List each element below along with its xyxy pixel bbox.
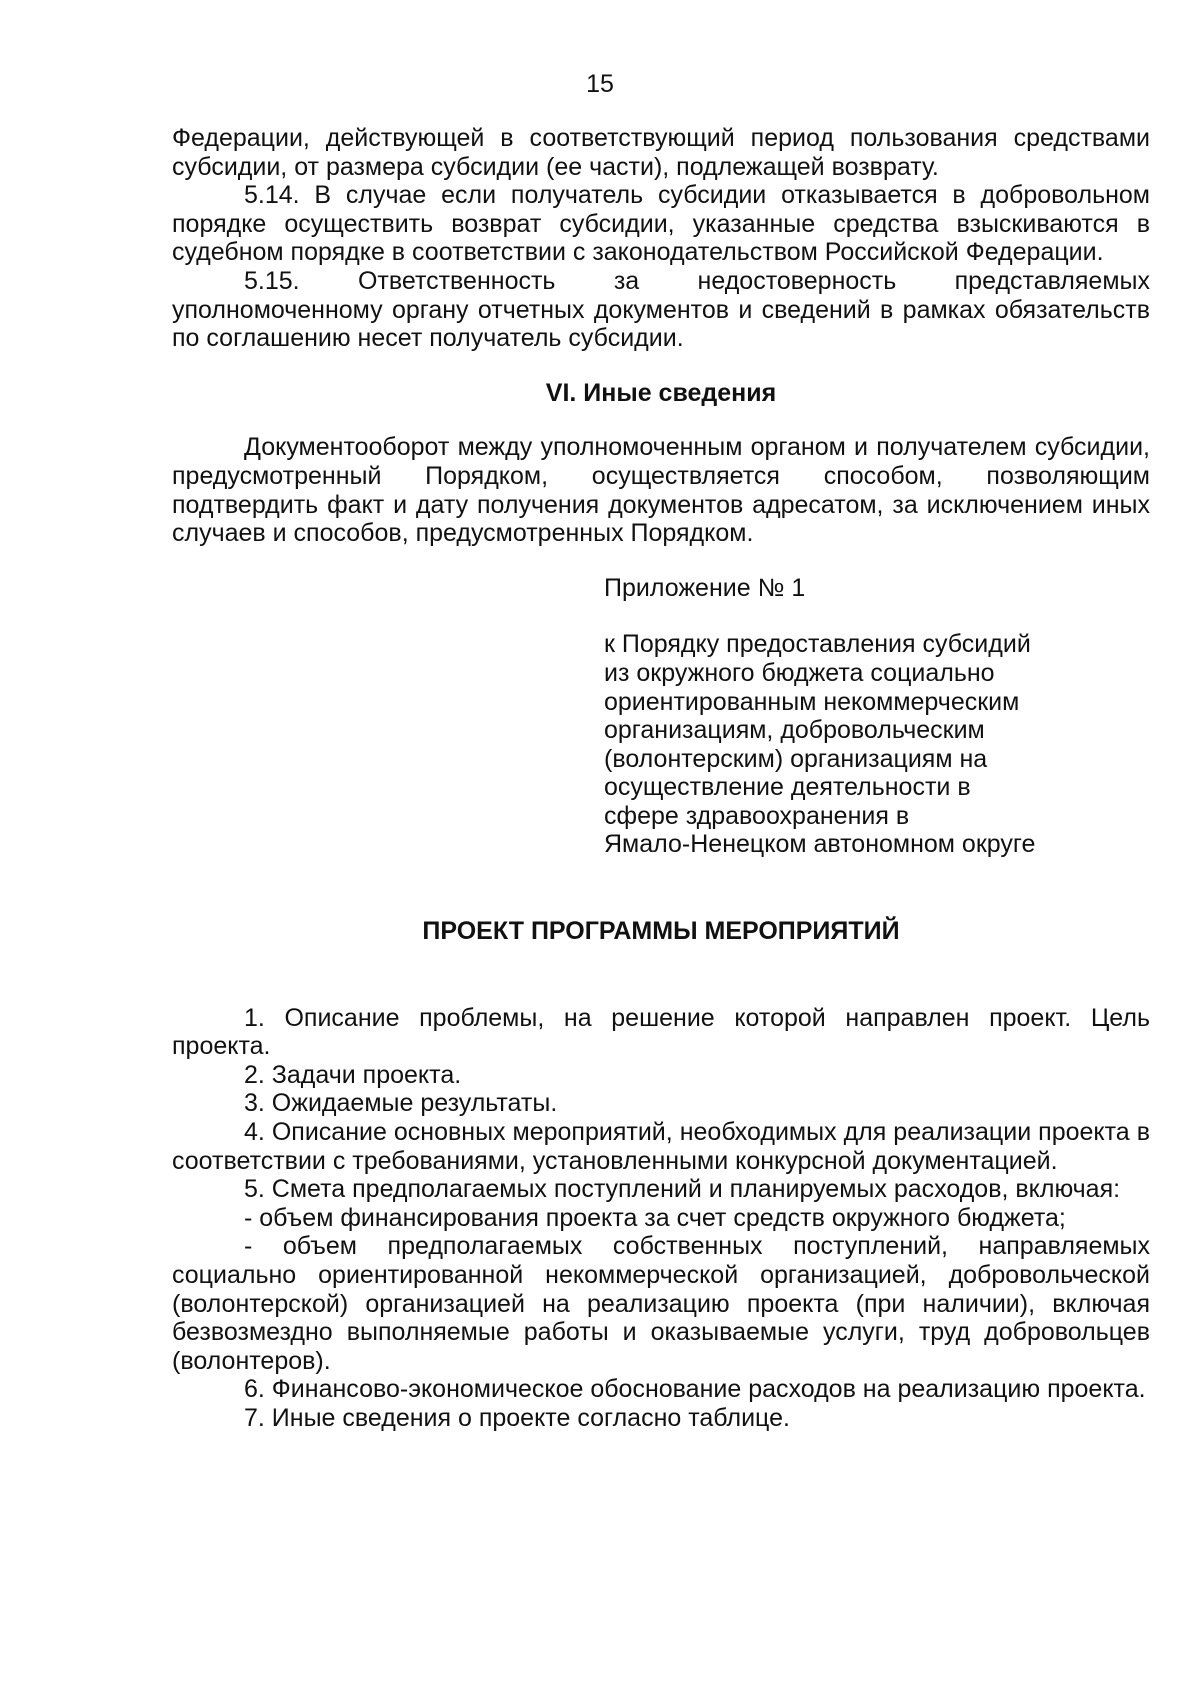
- appendix-line: осуществление деятельности в: [604, 773, 971, 802]
- program-subitem-budget: - объем финансирования проекта за счет средств окружного бюджета;: [244, 1203, 1066, 1232]
- program-item-6: 6. Финансово-экономическое обоснование расходов на реализацию проекта.: [244, 1375, 1146, 1404]
- document-body: [172, 124, 1150, 1433]
- paragraph-continuation: Федерации, действующей в соответствующий период пользования средствами субсидии, от размера субсидии (ее части), подлежащей возврату.: [172, 124, 1150, 181]
- paragraph-5-15: 5.15. Ответственность за недостоверность представляемых уполномоченному органу отчетных документов и сведений в рамках обязательств по соглашению несет получатель субсидии.: [172, 266, 1150, 353]
- program-subitem-own-funds: - объем предполагаемых собственных поступлений, направляемых социально ориентированной некоммерческой организацией, добровольческой (волонтерской) организацией на реализацию проекта (при наличии), включая безвозмездно выполняемые работы и оказываемые услуги, труд добровольцев (волонтеров).: [172, 1232, 1150, 1375]
- appendix-reference: [604, 630, 1150, 859]
- appendix-line: сфере здравоохранения в: [604, 801, 910, 830]
- program-item-7: 7. Иные сведения о проекте согласно таблице.: [244, 1403, 790, 1432]
- appendix-title: Приложение № 1: [604, 573, 806, 602]
- appendix-line: к Порядку предоставления субсидий: [604, 630, 1031, 659]
- appendix-block: [604, 574, 1150, 859]
- appendix-line: из окружного бюджета социально: [604, 658, 995, 687]
- appendix-line: организациям, добровольческим: [604, 716, 985, 745]
- program-item-1: 1. Описание проблемы, на решение которой направлен проект. Цель проекта.: [172, 1003, 1150, 1061]
- section-6-paragraph: Документооборот между уполномоченным органом и получателем субсидии, предусмотренный Порядком, осуществляется способом, позволяющим подтвердить факт и дату получения документов адресатом, за исключением иных случаев и способов, предусмотренных Порядком.: [172, 433, 1150, 548]
- program-title: ПРОЕКТ ПРОГРАММЫ МЕРОПРИЯТИЙ: [422, 917, 900, 946]
- appendix-line: ориентированным некоммерческим: [604, 687, 1020, 716]
- program-item-3: 3. Ожидаемые результаты.: [244, 1089, 558, 1118]
- program-item-5: 5. Смета предполагаемых поступлений и планируемых расходов, включая:: [244, 1175, 1121, 1204]
- appendix-line: Ямало-Ненецком автономном округе: [604, 830, 1036, 859]
- program-items: [172, 1004, 1150, 1433]
- paragraph-5-14: 5.14. В случае если получатель субсидии отказывается в добровольном порядке осуществить возврат субсидии, указанные средства взыскиваются в судебном порядке в соответствии с законодательством Российской Федерации.: [172, 181, 1150, 267]
- page-number: 15: [586, 70, 614, 98]
- program-item-4: 4. Описание основных мероприятий, необходимых для реализации проекта в соответствии с требованиями, установленными конкурсной документацией.: [172, 1118, 1150, 1175]
- section-6-heading: VI. Иные сведения: [545, 378, 777, 407]
- program-item-2: 2. Задачи проекта.: [244, 1060, 462, 1089]
- appendix-line: (волонтерским) организациям на: [604, 744, 988, 773]
